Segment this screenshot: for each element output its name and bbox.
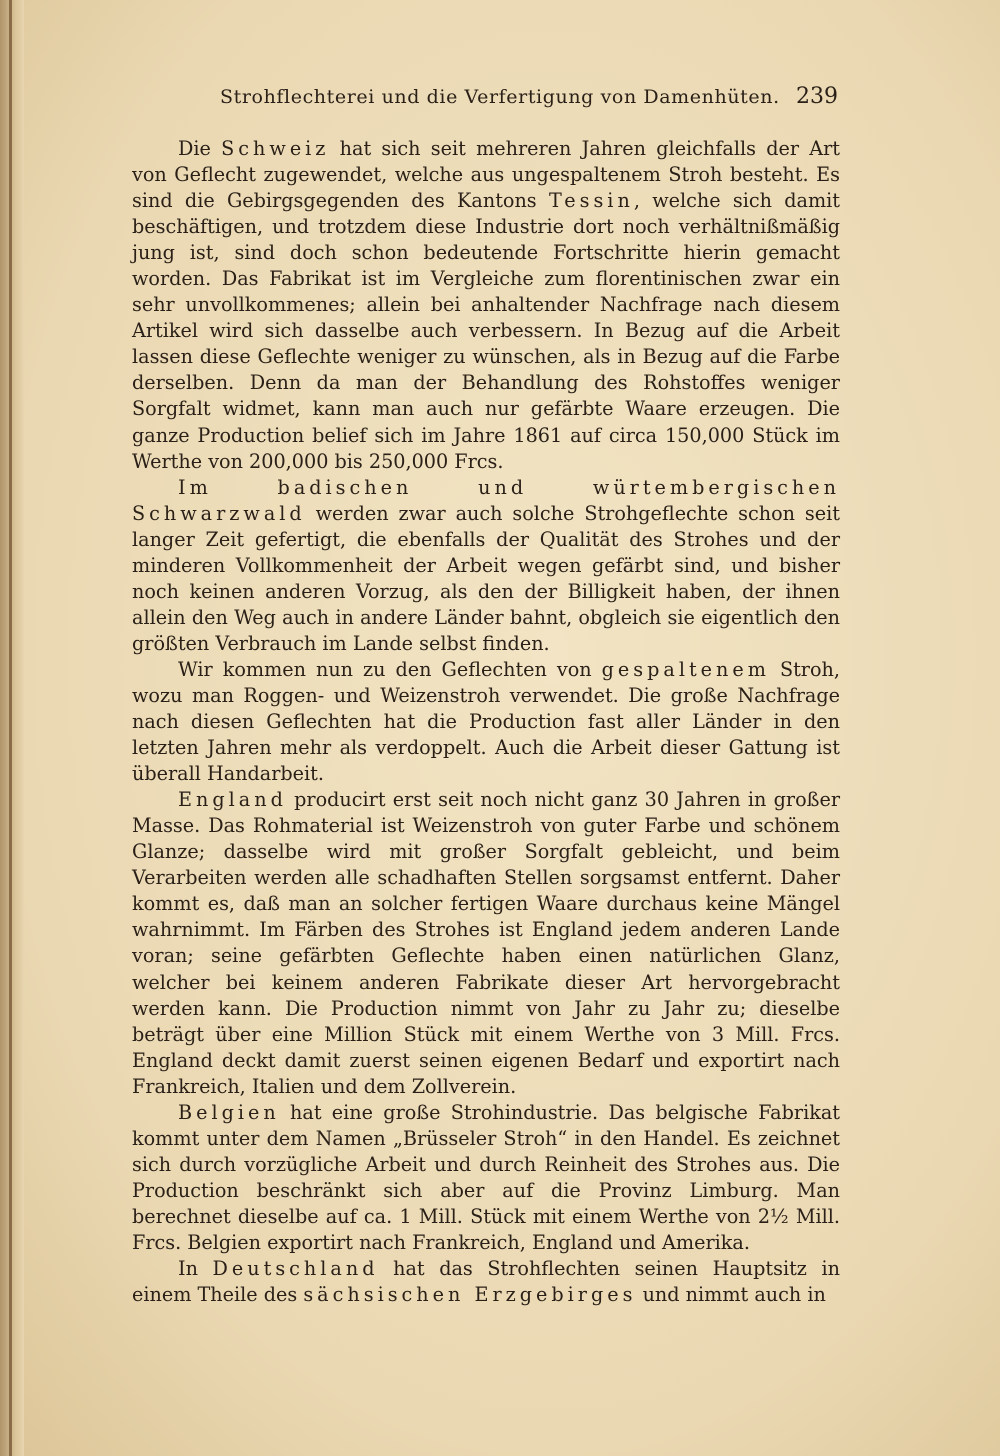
emphasized-text: Deutschland [212, 1257, 379, 1281]
paragraph-text: Die [178, 137, 222, 160]
emphasized-text: Schweiz [221, 137, 330, 160]
page-header [132, 84, 838, 116]
body-text [132, 136, 840, 1308]
paragraph-text: hat sich seit mehreren Jahren gleichfalls der Art von Geflecht zugewendet, welche aus ungespaltenem Stroh besteht. Es sind die Gebirgsgegenden des Kantons [132, 137, 840, 213]
running-head: Strohflechterei und die Verfertigung von Damenhüten. [220, 86, 780, 108]
emphasized-text: Tessin [548, 189, 634, 213]
emphasized-text: England [178, 788, 287, 812]
paragraph [132, 1100, 840, 1256]
paragraph [132, 1256, 840, 1308]
paragraph [132, 475, 840, 657]
emphasized-text: Belgien [178, 1100, 280, 1124]
paragraph-text: Wir kommen nun zu den Geflechten von [178, 657, 602, 681]
book-spine [0, 0, 24, 1456]
paragraph [132, 136, 840, 475]
paragraph-text: und nimmt auch in [636, 1283, 826, 1307]
paragraph-text: hat eine große Strohindustrie. Das belgische Fabrikat kommt unter dem Namen „Brüsseler Stroh“ in den Handel. Es zeichnet sich durch vorzügliche Arbeit und durch Reinheit des Strohes aus. Die Production beschränkt sich aber auf die Provinz Limburg. Man berechnet dieselbe auf ca. 1 Mill. Stück mit einem Werthe von 2½ Mill. Frcs. Belgien exportirt nach Frankreich, England und Amerika. [132, 1100, 840, 1254]
page-number: 239 [796, 84, 838, 109]
paragraph-text: producirt erst seit noch nicht ganz 30 Jahren in großer Masse. Das Rohmaterial ist Weizenstroh von guter Farbe und schönem Glanze; dasselbe wird mit großer Sorgfalt gebleicht, und beim Verarbeiten werden alle schadhaften Stellen sorgsamst entfernt. Daher kommt es, daß man an solcher fertigen Waare durchaus keine Mängel wahrnimmt. Im Färben des Strohes ist England jedem anderen Lande voran; seine gefärbten Geflechte haben einen natürlichen Glanz, welcher bei keinem anderen Fabrikate dieser Art hervorgebracht werden kann. Die Production nimmt von Jahr zu Jahr zu; dieselbe beträgt über eine Million Stück mit einem Werthe von 3 Mill. Frcs. England deckt damit zuerst seinen eigenen Bedarf und exportirt nach Frankreich, Italien und dem Zollverein. [132, 788, 840, 1098]
paragraph-text: Stroh, wozu man Roggen- und Weizenstroh verwendet. Die große Nachfrage nach diesen Geflechten hat die Production fast aller Länder in den letzten Jahren mehr als verdoppelt. Auch die Arbeit dieser Gattung ist überall Handarbeit. [132, 657, 840, 786]
paragraph-text: hat das Strohflechten seinen Hauptsitz in einem Theile des [132, 1257, 840, 1307]
paragraph-text: , welche sich damit beschäftigen, und trotzdem diese Industrie dort noch verhältnißmäßig jung ist, sind doch schon bedeutende Fortschritte hierin gemacht worden. Das Fabrikat ist im Vergleiche zum florentinischen zwar ein sehr unvollkommenes; allein bei anhaltender Nachfrage nach diesem Artikel wird sich dasselbe auch verbessern. In Bezug auf die Arbeit lassen diese Geflechte weniger zu wünschen, als in Bezug auf die Farbe derselben. Denn da man der Behandlung des Rohstoffes weniger Sorgfalt widmet, kann man auch nur gefärbte Waare erzeugen. Die ganze Production belief sich im Jahre 1861 auf circa 150,000 Stück im Werthe von 200,000 bis 250,000 Frcs. [132, 189, 840, 473]
spine-edge-line [9, 0, 12, 1456]
emphasized-text: sächsischen Erzgebirges [303, 1283, 637, 1307]
emphasized-text: gespaltenem [601, 657, 770, 681]
paragraph-text: In [178, 1257, 213, 1281]
paragraph-text: werden zwar auch solche Strohgeflechte schon seit langer Zeit gefertigt, die ebenfalls der Qualität des Strohes und der minderen Vollkommenheit der Arbeit wegen gefärbt sind, und bisher noch keinen anderen Vorzug, als den der Billigkeit haben, der ihnen allein den Weg auch in andere Länder bahnt, obgleich sie eigentlich den größten Verbrauch im Lande selbst finden. [132, 501, 840, 655]
emphasized-text: Im badischen und würtembergischen Schwarzwald [132, 475, 840, 525]
paragraph [132, 657, 840, 787]
paragraph [132, 787, 840, 1100]
